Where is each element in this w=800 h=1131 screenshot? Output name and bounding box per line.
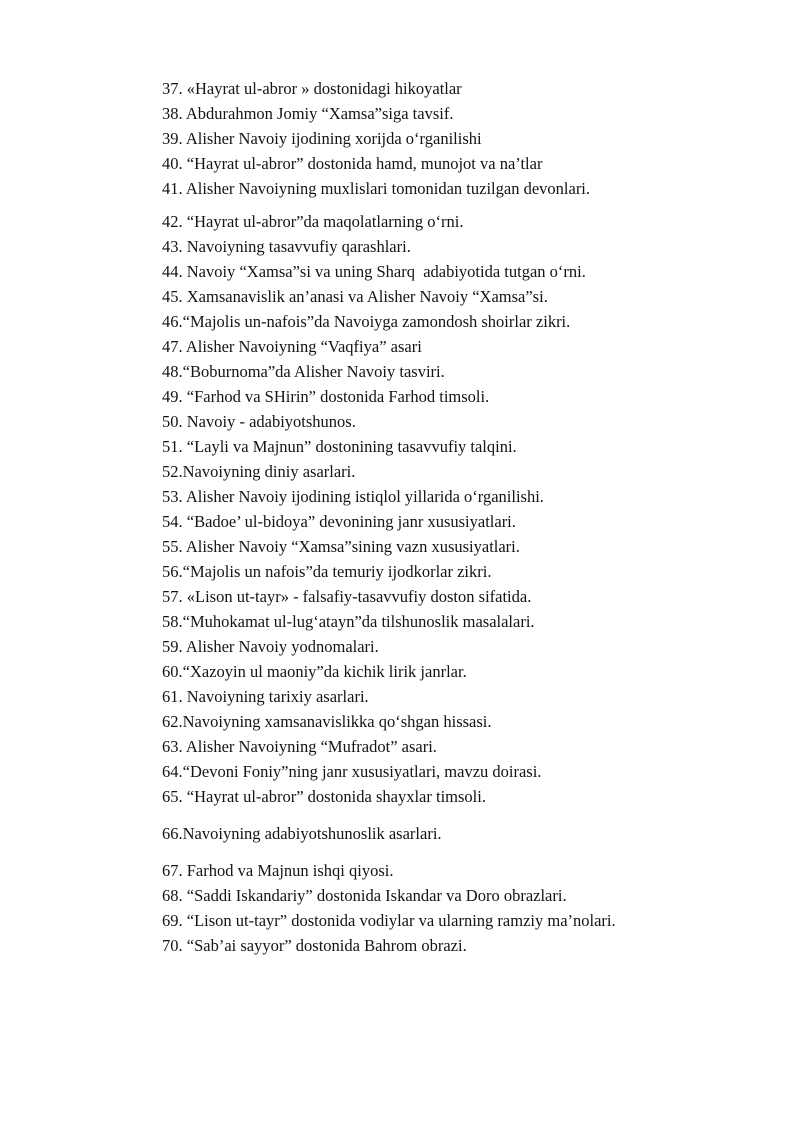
list-item: 63. Alisher Navoiyning “Mufradot” asari. [162,737,437,756]
list-item: 45. Xamsanavislik an’anasi va Alisher Navoiy “Xamsa”si. [162,287,548,306]
list-item: 39. Alisher Navoiy ijodining xorijda o‘rganilishi [162,129,482,148]
list-item: 67. Farhod va Majnun ishqi qiyosi. [162,861,394,880]
list-item: 37. «Hayrat ul-abror » dostonidagi hikoyatlar [162,79,462,98]
list-item: 51. “Layli va Majnun” dostonining tasavvufiy talqini. [162,437,517,456]
list-item: 55. Alisher Navoiy “Xamsa”sining vazn xususiyatlari. [162,537,520,556]
list-item: 54. “Badoe’ ul-bidoya” devonining janr xususiyatlari. [162,512,516,531]
list-item: 66.Navoiyning adabiyotshunoslik asarlari. [162,824,442,843]
list-item: 50. Navoiy - adabiyotshunos. [162,412,356,431]
list-item: 46.“Majolis un-nafois”da Navoiyga zamondosh shoirlar zikri. [162,312,571,331]
list-item: 52.Navoiyning diniy asarlari. [162,462,356,481]
list-item: 70. “Sab’ai sayyor” dostonida Bahrom obrazi. [162,936,467,955]
topic-list [162,76,782,958]
list-item: 56.“Majolis un nafois”da temuriy ijodkorlar zikri. [162,562,492,581]
list-item: 53. Alisher Navoiy ijodining istiqlol yillarida o‘rganilishi. [162,487,544,506]
list-item: 44. Navoiy “Xamsa”si va uning Sharq adabiyotida tutgan o‘rni. [162,262,586,281]
list-item: 61. Navoiyning tarixiy asarlari. [162,687,369,706]
list-item: 58.“Muhokamat ul-lug‘atayn”da tilshunoslik masalalari. [162,612,535,631]
list-item: 62.Navoiyning xamsanavislikka qo‘shgan hissasi. [162,712,492,731]
list-item: 48.“Boburnoma”da Alisher Navoiy tasviri. [162,362,445,381]
list-item: 69. “Lison ut-tayr” dostonida vodiylar va ularning ramziy ma’nolari. [162,911,616,930]
list-item: 41. Alisher Navoiyning muxlislari tomonidan tuzilgan devonlari. [162,179,591,198]
list-item: 40. “Hayrat ul-abror” dostonida hamd, munojot va na’tlar [162,154,543,173]
list-item: 68. “Saddi Iskandariy” dostonida Iskandar va Doro obrazlari. [162,886,567,905]
list-item: 42. “Hayrat ul-abror”da maqolatlarning o‘rni. [162,212,464,231]
list-item: 43. Navoiyning tasavvufiy qarashlari. [162,237,411,256]
list-item: 57. «Lison ut-tayr» - falsafiy-tasavvufiy doston sifatida. [162,587,532,606]
list-item: 49. “Farhod va SHirin” dostonida Farhod timsoli. [162,387,490,406]
list-item: 65. “Hayrat ul-abror” dostonida shayxlar timsoli. [162,787,486,806]
list-item: 59. Alisher Navoiy yodnomalari. [162,637,379,656]
list-item: 60.“Xazoyin ul maoniy”da kichik lirik janrlar. [162,662,467,681]
list-item: 38. Abdurahmon Jomiy “Xamsa”siga tavsif. [162,104,454,123]
list-item: 64.“Devoni Foniy”ning janr xususiyatlari, mavzu doirasi. [162,762,542,781]
list-item: 47. Alisher Navoiyning “Vaqfiya” asari [162,337,422,356]
